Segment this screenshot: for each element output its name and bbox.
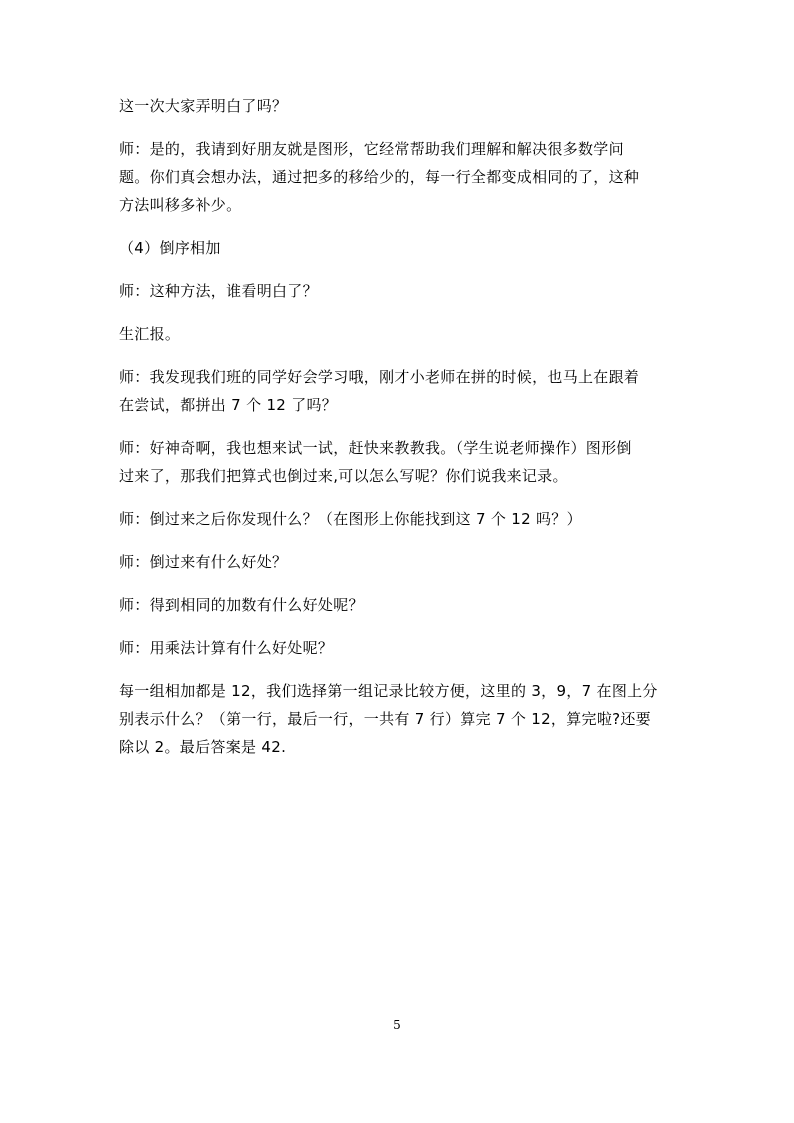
text-line: 过来了，那我们把算式也倒过来,可以怎么写呢？你们说我来记录。 [119,467,568,485]
paragraph [119,505,679,533]
text-line: 方法叫移多补少。 [119,196,242,214]
text-line: 师：是的，我请到好朋友就是图形，它经常帮助我们理解和解决很多数学问 [119,140,624,158]
paragraph [119,135,679,219]
text-line: 每一组相加都是 12，我们选择第一组记录比较方便，这里的 3，9，7 在图上分 [119,682,658,700]
paragraph [119,677,679,761]
paragraph [119,591,679,619]
paragraph [119,548,679,576]
text-line: 生汇报。 [119,325,181,343]
paragraph [119,277,679,305]
paragraph [119,320,679,348]
text-line: 在尝试，都拼出 7 个 12 了吗？ [119,396,338,414]
text-line: 师：倒过来之后你发现什么？（在图形上你能找到这 7 个 12 吗？） [119,510,582,528]
text-line: 除以 2。最后答案是 42. [119,738,287,756]
text-line: 别表示什么？（第一行，最后一行，一共有 7 行）算完 7 个 12，算完啦?还要 [119,710,651,728]
paragraph [119,363,679,419]
text-line: 师：这种方法，谁看明白了？ [119,282,318,300]
text-line: 师：倒过来有什么好处？ [119,553,288,571]
text-line: 这一次大家弄明白了吗？ [119,97,288,115]
text-line: （4）倒序相加 [119,239,221,257]
text-line: 师：用乘法计算有什么好处呢？ [119,639,334,657]
document-body [119,92,679,776]
page-number: 5 [393,1018,401,1032]
text-line: 题。你们真会想办法，通过把多的移给少的，每一行全都变成相同的了，这种 [119,168,640,186]
paragraph [119,434,679,490]
text-line: 师：好神奇啊，我也想来试一试，赶快来教教我。（学生说老师操作）图形倒 [119,439,632,457]
section-heading [119,234,679,262]
text-line: 师：我发现我们班的同学好会学习哦，刚才小老师在拼的时候，也马上在跟着 [119,368,640,386]
text-line: 师：得到相同的加数有什么好处呢？ [119,596,364,614]
paragraph [119,92,679,120]
paragraph [119,634,679,662]
